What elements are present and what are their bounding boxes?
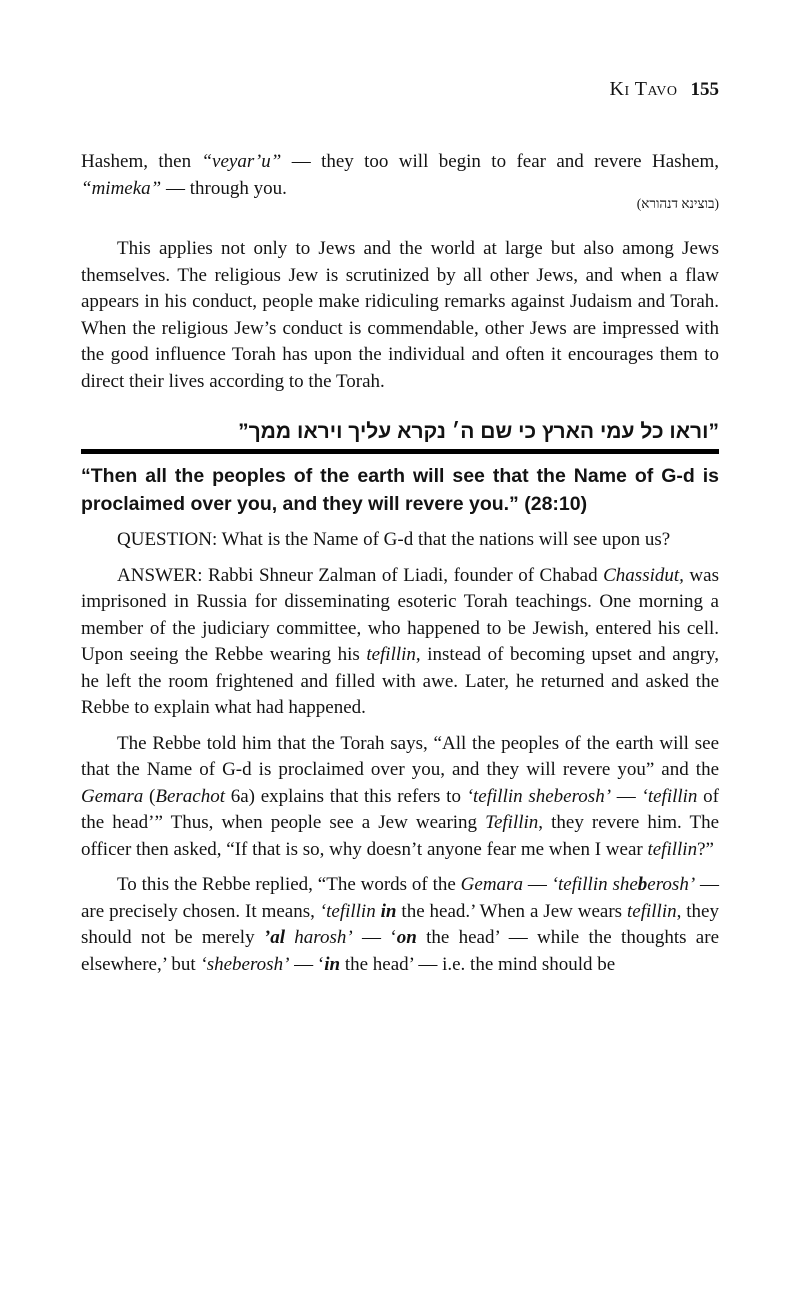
text-run: ( bbox=[143, 785, 156, 807]
text-run: in bbox=[324, 953, 341, 975]
text-run: ‘tefillin she bbox=[551, 874, 638, 895]
text-run: — bbox=[611, 785, 642, 807]
text-run: , they should not be merely bbox=[81, 900, 719, 948]
page-content bbox=[81, 78, 719, 978]
text-run: “Then all the peoples of the earth will see that the Name of G-d is proclaimed over you, and they will revere you.” (28:10) bbox=[81, 465, 719, 515]
text-run: — ‘ bbox=[289, 953, 325, 975]
text-run: was imprisoned in Russia for disseminating esoteric Torah teachings. One morning a member of the judiciary committee, who happened to be Jewish, entered his cell. Upon seeing the Rebbe wearing his bbox=[81, 564, 719, 665]
text-run: ‘tefillin sheberosh’ bbox=[466, 785, 612, 807]
text-run: — through you. bbox=[161, 177, 287, 199]
body-paragraph bbox=[81, 872, 719, 978]
body-paragraph bbox=[81, 731, 719, 864]
text-run: To this the Rebbe replied, “The words of the bbox=[117, 874, 461, 895]
text-run: — ‘ bbox=[352, 927, 397, 948]
body-paragraph bbox=[81, 236, 719, 395]
text-run: the head’ — i.e. the mind should be bbox=[340, 953, 616, 975]
text-run: of the head’” Thus, when people see a Jew wearing bbox=[81, 785, 719, 833]
text-run: Berachot bbox=[155, 785, 225, 807]
verse-translation bbox=[81, 462, 719, 518]
text-run: “mimeka” bbox=[81, 177, 162, 199]
text-run: — they too will begin to fear and revere Hashem, bbox=[281, 151, 719, 172]
text-run: The Rebbe told him that the Torah says, “All the peoples of the earth will see that the Name of G-d is proclaimed over you, and they will revere you” and the bbox=[81, 732, 719, 780]
text-run: tefillin bbox=[627, 900, 677, 922]
text-run: tefillin bbox=[647, 838, 698, 860]
text-run: in bbox=[380, 900, 397, 922]
text-run: harosh’ bbox=[285, 927, 353, 948]
text-run: erosh’ bbox=[647, 874, 696, 895]
text-run: ‘tefillin bbox=[641, 785, 698, 807]
text-run: ?” bbox=[697, 838, 714, 860]
text-run: This applies not only to Jews and the world at large but also among Jews themselves. The religious Jew is scrutinized by all other Jews, and when a flaw appears in his conduct, people make ridiculing remarks against Judaism and Torah. When the religious Jew’s conduct is commendable, other Jews are impressed with the good influence Torah has upon the individual and often it encourages them to direct their lives according to the Torah. bbox=[81, 238, 719, 392]
text-run: tefillin bbox=[366, 644, 416, 665]
text-run: ‘tefillin bbox=[319, 900, 381, 922]
text-run: the head’ — while the thoughts are elsewhere,’ but bbox=[81, 927, 720, 975]
text-run: ‘sheberosh’ bbox=[200, 953, 290, 975]
text-run: — bbox=[522, 874, 552, 895]
section-title: Ki Tavo bbox=[609, 78, 678, 100]
page-number: 155 bbox=[690, 79, 719, 100]
section-divider-rule bbox=[81, 449, 719, 454]
continuation-paragraph bbox=[81, 149, 719, 202]
hebrew-section-heading: ”וראו כל עמי הארץ כי שם ה׳ נקרא עליך ויראו ממך” bbox=[238, 420, 719, 443]
text-run: ’al bbox=[263, 927, 285, 948]
text-run: Tefillin bbox=[485, 812, 539, 833]
text-run: Hashem, then bbox=[81, 151, 202, 172]
text-run: Gemara bbox=[81, 785, 144, 807]
text-run: , they revere him. The officer then asked, “If that is so, why doesn’t anyone fear me when I wear bbox=[81, 812, 720, 860]
running-header bbox=[81, 78, 719, 101]
text-run: 6a) explains that this refers to bbox=[225, 785, 467, 807]
source-attribution: (בוצינא דנהורא) bbox=[636, 196, 719, 211]
text-run: on bbox=[396, 927, 417, 948]
page-body bbox=[81, 149, 719, 978]
answer-paragraph bbox=[81, 563, 719, 722]
text-run: — are precisely chosen. It means, bbox=[81, 874, 719, 922]
text-run: Gemara bbox=[460, 874, 523, 895]
question-paragraph bbox=[81, 527, 719, 554]
text-run: ANSWER: Rabbi Shneur Zalman of Liadi, founder of Chabad bbox=[117, 564, 604, 586]
text-run: b bbox=[637, 874, 648, 895]
text-run: Chassidut, bbox=[603, 564, 684, 586]
text-run: , instead of becoming upset and angry, he left the room frightened and filled with awe. Later, he returned and asked the Rebbe to explain what had happened. bbox=[81, 644, 719, 718]
text-run: “veyar’u” bbox=[201, 151, 282, 172]
text-run: the head.’ When a Jew wears bbox=[396, 900, 627, 922]
text-run: QUESTION: What is the Name of G-d that the nations will see upon us? bbox=[117, 529, 671, 550]
